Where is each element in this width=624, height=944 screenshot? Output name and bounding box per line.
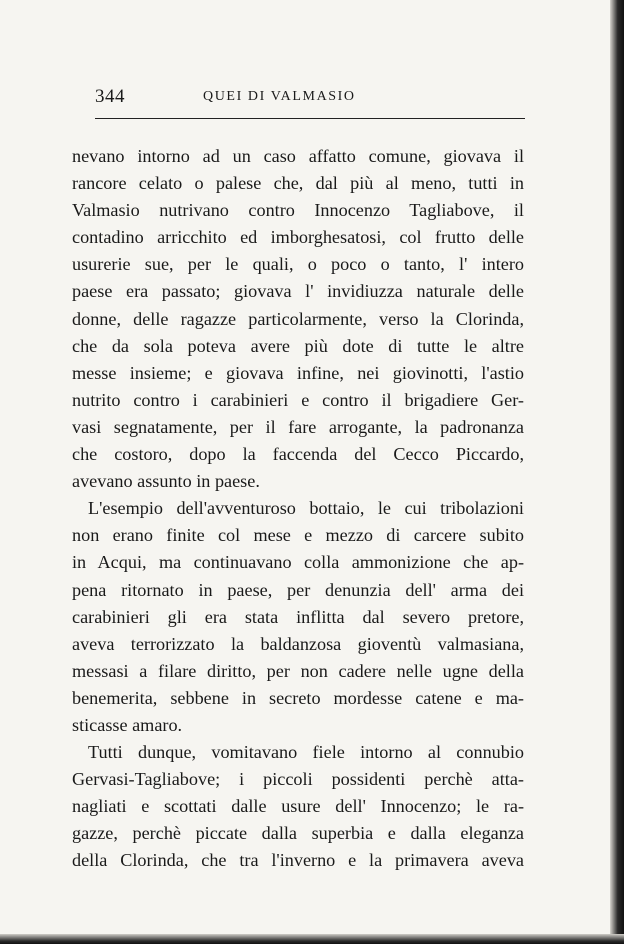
text-line: gazze, perchè piccate dalla superbia e dalla eleganza (72, 823, 524, 844)
page-number: 344 (95, 86, 125, 107)
text-line: aveva terrorizzato la baldanzosa gioventù valmasiana, (72, 633, 524, 654)
text-line: benemerita, sebbene in secreto mordesse catene e ma- (72, 687, 524, 708)
text-line: non erano finite col mese e mezzo di carcere subito (72, 525, 524, 546)
text-line: usurerie sue, per le quali, o poco o tanto, l' intero (72, 254, 524, 275)
text-line: che da sola poteva avere più dote di tutte le altre (72, 335, 524, 356)
text-line: in Acqui, ma continuavano colla ammonizione che ap- (72, 552, 524, 573)
text-line: Valmasio nutrivano contro Innocenzo Tagliabove, il (72, 200, 524, 221)
text-line: rancore celato o palese che, dal più al meno, tutti in (72, 173, 524, 194)
text-line: donne, delle ragazze particolarmente, verso la Clorinda, (72, 308, 524, 329)
page-bottom-shadow (0, 934, 624, 944)
text-line: nutrito contro i carabinieri e contro il brigadiere Ger- (72, 389, 524, 410)
text-line: paese era passato; giovava l' invidiuzza naturale delle (72, 281, 524, 302)
text-line: avevano assunto in paese. (72, 471, 260, 492)
text-line: della Clorinda, che tra l'inverno e la primavera aveva (72, 850, 524, 871)
text-line: Gervasi-Tagliabove; i piccoli possidenti perchè atta- (72, 769, 524, 790)
body-text (72, 143, 524, 875)
text-line: messasi a filare diritto, per non cadere nelle ugne della (72, 660, 524, 681)
text-line: L'esempio dell'avventuroso bottaio, le cui tribolazioni (88, 498, 524, 519)
text-line: messe insieme; e giovava infine, nei giovinotti, l'astio (72, 362, 524, 383)
text-line: contadino arricchito ed imborghesatosi, col frutto delle (72, 227, 524, 248)
text-line: carabinieri gli era stata inflitta dal severo pretore, (72, 606, 524, 627)
text-line: Tutti dunque, vomitavano fiele intorno al connubio (88, 742, 524, 763)
text-line: nevano intorno ad un caso affatto comune, giovava il (72, 146, 524, 166)
header-rule (95, 118, 525, 119)
text-line: che costoro, dopo la faccenda del Cecco Piccardo, (72, 444, 524, 465)
text-line: vasi segnatamente, per il fare arrogante, la padronanza (72, 416, 524, 437)
page-edge-shadow (610, 0, 624, 944)
text-line: sticasse amaro. (72, 714, 183, 735)
page-header (95, 86, 525, 114)
text-line: nagliati e scottati dalle usure dell' Innocenzo; le ra- (72, 796, 524, 817)
text-line: pena ritornato in paese, per denunzia dell' arma dei (72, 579, 524, 600)
running-title: QUEI DI VALMASIO (203, 89, 356, 104)
